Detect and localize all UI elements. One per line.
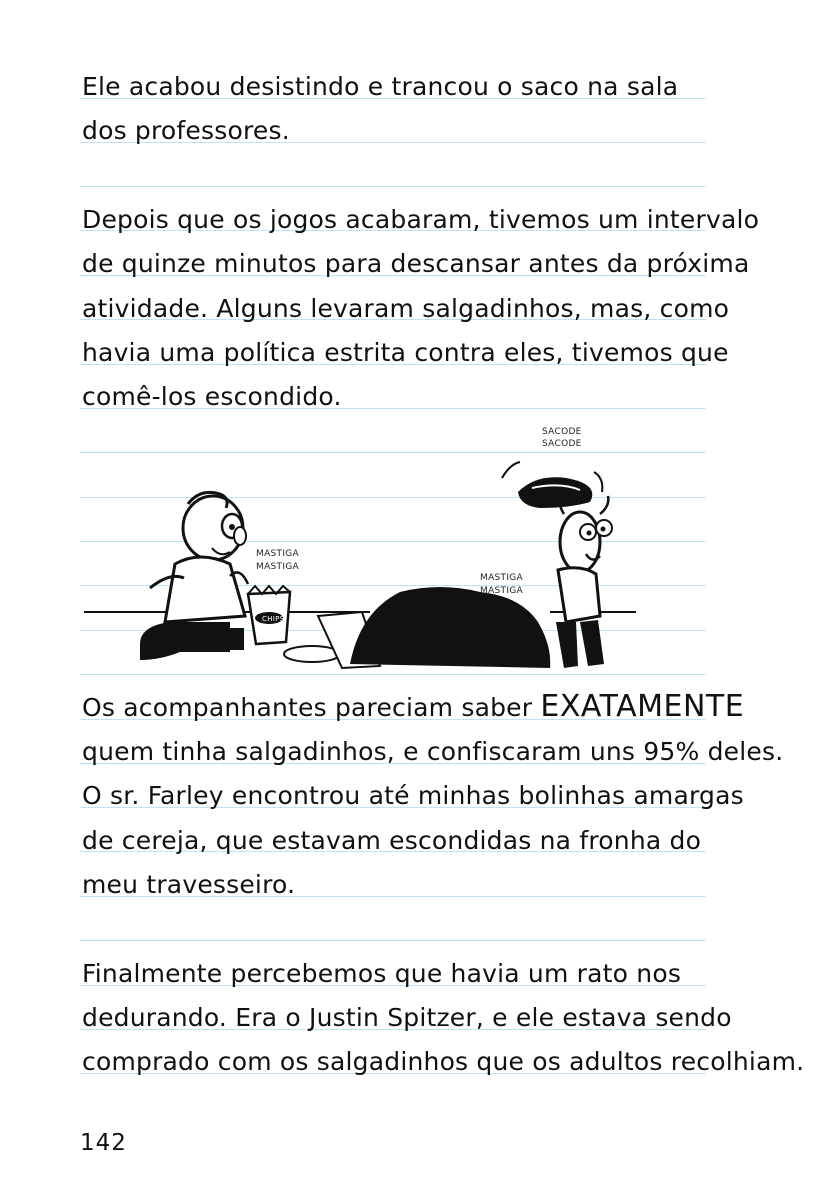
paragraph-line: de quinze minutos para descansar antes da próxima (82, 249, 750, 278)
paragraph-line: Ele acabou desistindo e trancou o saco na sala (82, 72, 679, 101)
plate (284, 646, 340, 662)
chips-bag-label: CHIPS (262, 615, 285, 623)
sound-effect-text: SACODE (542, 439, 582, 449)
paragraph-line: meu travesseiro. (82, 870, 296, 899)
paragraph-line (82, 689, 745, 724)
paragraph-line: comê-los escondido. (82, 382, 342, 411)
paragraph-line: Finalmente percebemos que havia um rato nos (82, 959, 682, 988)
emphasis-text: EXATAMENTE (540, 689, 745, 724)
page-number: 142 (80, 1130, 127, 1156)
paragraph-line: comprado com os salgadinhos que os adultos recolhiam. (82, 1047, 805, 1076)
kneeling-kid-figure (140, 492, 248, 660)
paragraph-line: havia uma política estrita contra eles, tivemos que (82, 338, 729, 367)
notebook-rule (80, 186, 706, 187)
sound-effect-text: MASTIGA (480, 586, 524, 596)
sound-effect-text: SACODE (542, 427, 582, 437)
paragraph-line: dos professores. (82, 116, 290, 145)
sound-effect-text: MASTIGA (256, 562, 300, 572)
paragraph-line: de cereja, que estavam escondidas na fronha do (82, 826, 702, 855)
paragraph-line: O sr. Farley encontrou até minhas bolinhas amargas (82, 781, 744, 810)
paragraph-line: atividade. Alguns levaram salgadinhos, mas, como (82, 294, 730, 323)
paragraph-line: quem tinha salgadinhos, e confiscaram uns 95% deles. (82, 737, 784, 766)
chips-bag-icon (248, 586, 290, 644)
sound-effect-text: MASTIGA (256, 549, 300, 559)
notebook-rule (80, 940, 706, 941)
sound-effect-text: MASTIGA (480, 573, 524, 583)
paragraph-line: dedurando. Era o Justin Spitzer, e ele estava sendo (82, 1003, 732, 1032)
sleeping-bag-mound (350, 587, 550, 668)
kids-eating-snacks-illustration (80, 416, 640, 678)
paragraph-line: Depois que os jogos acabaram, tivemos um intervalo (82, 205, 760, 234)
paragraph-text: Os acompanhantes pareciam saber (82, 693, 541, 722)
